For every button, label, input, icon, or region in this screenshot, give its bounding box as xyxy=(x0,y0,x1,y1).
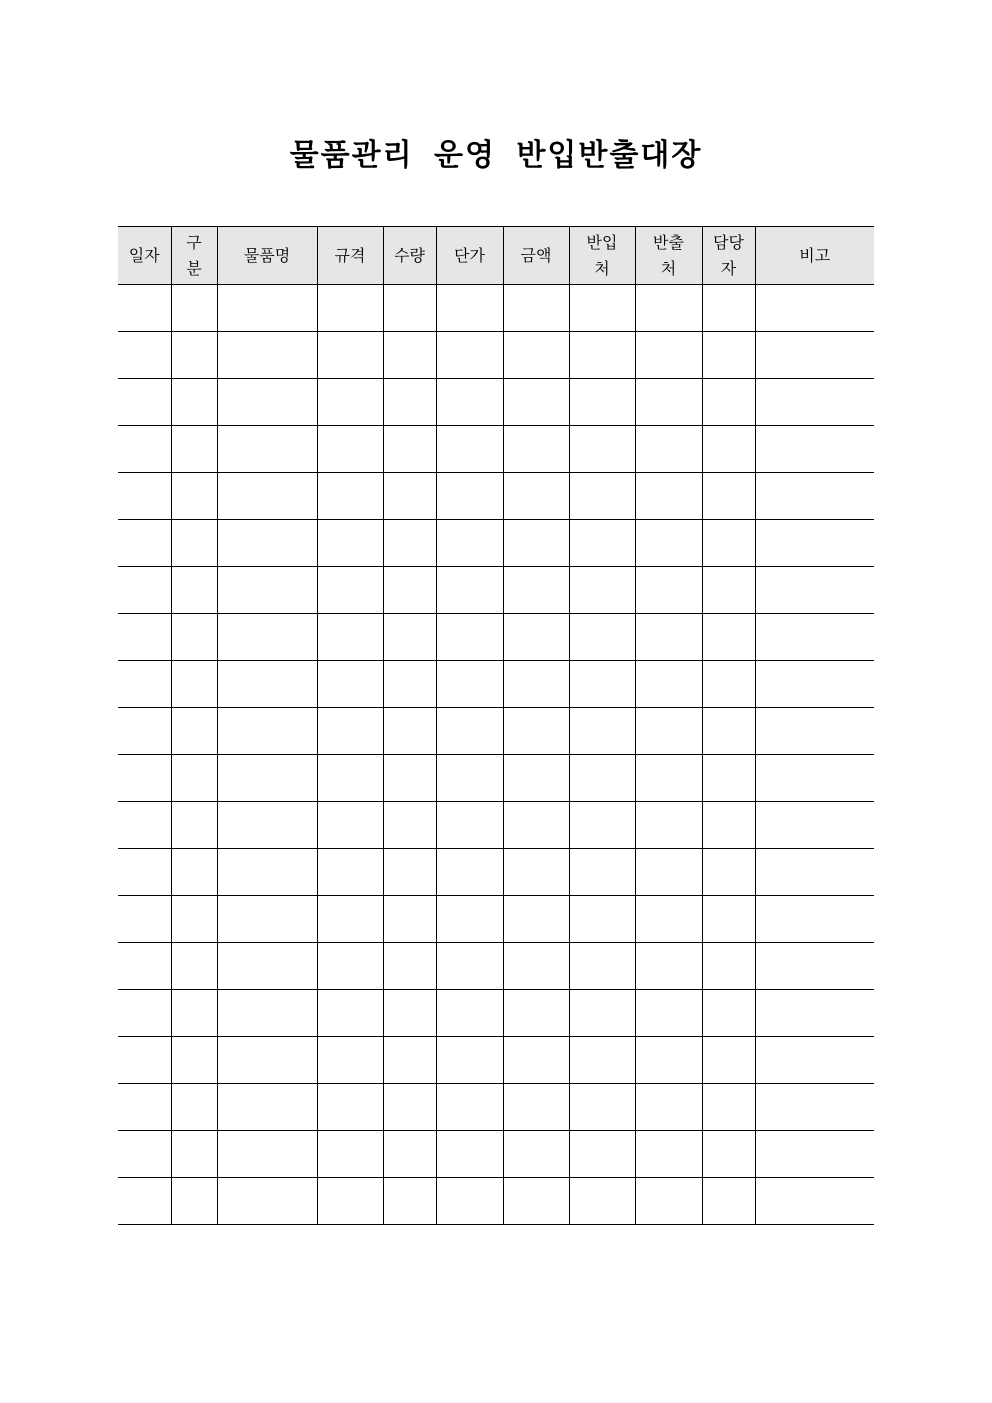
table-cell[interactable] xyxy=(635,896,702,943)
table-cell[interactable] xyxy=(217,332,317,379)
table-cell[interactable] xyxy=(635,379,702,426)
table-cell[interactable] xyxy=(317,990,383,1037)
table-cell[interactable] xyxy=(755,990,874,1037)
table-cell[interactable] xyxy=(383,661,436,708)
table-cell[interactable] xyxy=(635,708,702,755)
table-cell[interactable] xyxy=(317,661,383,708)
table-cell[interactable] xyxy=(118,1037,171,1084)
table-row xyxy=(118,520,874,567)
table-cell[interactable] xyxy=(635,567,702,614)
table-cell[interactable] xyxy=(317,614,383,661)
table-cell[interactable] xyxy=(217,990,317,1037)
table-cell[interactable] xyxy=(569,896,635,943)
table-cell[interactable] xyxy=(171,1178,217,1225)
table-cell[interactable] xyxy=(702,990,755,1037)
table-cell[interactable] xyxy=(503,285,569,332)
table-cell[interactable] xyxy=(383,990,436,1037)
table-cell[interactable] xyxy=(503,332,569,379)
table-cell[interactable] xyxy=(702,1037,755,1084)
table-row xyxy=(118,1037,874,1084)
table-cell[interactable] xyxy=(383,1131,436,1178)
table-row xyxy=(118,661,874,708)
table-cell[interactable] xyxy=(118,614,171,661)
table-cell[interactable] xyxy=(755,614,874,661)
table-cell[interactable] xyxy=(569,802,635,849)
table-cell[interactable] xyxy=(503,661,569,708)
table-cell[interactable] xyxy=(171,614,217,661)
table-cell[interactable] xyxy=(569,567,635,614)
table-cell[interactable] xyxy=(755,849,874,896)
table-cell[interactable] xyxy=(755,661,874,708)
table-cell[interactable] xyxy=(317,943,383,990)
table-cell[interactable] xyxy=(171,473,217,520)
table-cell[interactable] xyxy=(118,661,171,708)
table-cell[interactable] xyxy=(436,1037,503,1084)
table-cell[interactable] xyxy=(436,332,503,379)
table-cell[interactable] xyxy=(317,332,383,379)
table-cell[interactable] xyxy=(171,990,217,1037)
header-row xyxy=(118,227,874,285)
table-row xyxy=(118,285,874,332)
table-cell[interactable] xyxy=(702,661,755,708)
table-cell[interactable] xyxy=(702,520,755,567)
table-cell[interactable] xyxy=(217,849,317,896)
header-date: 일자 xyxy=(118,227,171,285)
table-cell[interactable] xyxy=(755,285,874,332)
table-cell[interactable] xyxy=(569,708,635,755)
table-cell[interactable] xyxy=(171,661,217,708)
table-cell[interactable] xyxy=(317,755,383,802)
table-cell[interactable] xyxy=(118,708,171,755)
table-cell[interactable] xyxy=(217,755,317,802)
table-cell[interactable] xyxy=(118,755,171,802)
table-cell[interactable] xyxy=(383,567,436,614)
table-cell[interactable] xyxy=(436,426,503,473)
table-cell[interactable] xyxy=(171,285,217,332)
table-header xyxy=(118,227,874,285)
table-cell[interactable] xyxy=(118,1178,171,1225)
table-cell[interactable] xyxy=(702,896,755,943)
table-cell[interactable] xyxy=(217,285,317,332)
header-unit-price: 단가 xyxy=(436,227,503,285)
table-cell[interactable] xyxy=(217,379,317,426)
table-cell[interactable] xyxy=(503,426,569,473)
table-cell[interactable] xyxy=(217,426,317,473)
table-cell[interactable] xyxy=(569,1037,635,1084)
table-cell[interactable] xyxy=(171,943,217,990)
table-cell[interactable] xyxy=(635,1084,702,1131)
header-quantity: 수량 xyxy=(383,227,436,285)
table-row xyxy=(118,1178,874,1225)
table-cell[interactable] xyxy=(569,1131,635,1178)
table-cell[interactable] xyxy=(755,1178,874,1225)
table-cell[interactable] xyxy=(635,755,702,802)
table-cell[interactable] xyxy=(171,849,217,896)
table-cell[interactable] xyxy=(217,567,317,614)
table-cell[interactable] xyxy=(755,1131,874,1178)
table-cell[interactable] xyxy=(317,426,383,473)
page-title: 물품관리 운영 반입반출대장 xyxy=(289,138,703,173)
table-cell[interactable] xyxy=(317,708,383,755)
table-cell[interactable] xyxy=(635,332,702,379)
table-cell[interactable] xyxy=(635,1131,702,1178)
table-cell[interactable] xyxy=(436,1131,503,1178)
table-cell[interactable] xyxy=(755,567,874,614)
table-cell[interactable] xyxy=(217,661,317,708)
table-cell[interactable] xyxy=(755,708,874,755)
table-cell[interactable] xyxy=(383,520,436,567)
header-person-in-charge: 담당 자 xyxy=(702,227,755,285)
table-cell[interactable] xyxy=(702,1131,755,1178)
table-cell[interactable] xyxy=(635,849,702,896)
table-cell[interactable] xyxy=(436,802,503,849)
header-item-name: 물품명 xyxy=(217,227,317,285)
table-cell[interactable] xyxy=(217,473,317,520)
table-row xyxy=(118,708,874,755)
table-cell[interactable] xyxy=(383,943,436,990)
table-cell[interactable] xyxy=(702,943,755,990)
table-cell[interactable] xyxy=(118,896,171,943)
table-cell[interactable] xyxy=(436,379,503,426)
table-cell[interactable] xyxy=(702,1084,755,1131)
table-cell[interactable] xyxy=(503,990,569,1037)
table-cell[interactable] xyxy=(503,1037,569,1084)
table-cell[interactable] xyxy=(755,896,874,943)
table-cell[interactable] xyxy=(503,614,569,661)
table-cell[interactable] xyxy=(118,520,171,567)
table-cell[interactable] xyxy=(569,332,635,379)
table-cell[interactable] xyxy=(702,849,755,896)
table-cell[interactable] xyxy=(503,473,569,520)
table-cell[interactable] xyxy=(383,896,436,943)
table-cell[interactable] xyxy=(436,520,503,567)
table-cell[interactable] xyxy=(569,990,635,1037)
table-cell[interactable] xyxy=(217,1178,317,1225)
table-cell[interactable] xyxy=(755,755,874,802)
table-cell[interactable] xyxy=(436,755,503,802)
table-cell[interactable] xyxy=(702,379,755,426)
table-cell[interactable] xyxy=(755,943,874,990)
table-cell[interactable] xyxy=(383,379,436,426)
table-cell[interactable] xyxy=(569,1084,635,1131)
table-cell[interactable] xyxy=(383,802,436,849)
table-row xyxy=(118,755,874,802)
table-row xyxy=(118,379,874,426)
table-row xyxy=(118,1131,874,1178)
table-cell[interactable] xyxy=(436,849,503,896)
table-cell[interactable] xyxy=(317,1131,383,1178)
table-cell[interactable] xyxy=(503,896,569,943)
table-cell[interactable] xyxy=(702,567,755,614)
table-cell[interactable] xyxy=(317,1178,383,1225)
table-cell[interactable] xyxy=(171,1084,217,1131)
table-cell[interactable] xyxy=(317,1037,383,1084)
table-cell[interactable] xyxy=(317,849,383,896)
table-cell[interactable] xyxy=(217,1131,317,1178)
table-cell[interactable] xyxy=(383,332,436,379)
header-remarks: 비고 xyxy=(755,227,874,285)
table-cell[interactable] xyxy=(118,426,171,473)
table-cell[interactable] xyxy=(755,1037,874,1084)
table-cell[interactable] xyxy=(171,1037,217,1084)
table-cell[interactable] xyxy=(171,520,217,567)
table-cell[interactable] xyxy=(503,943,569,990)
table-cell[interactable] xyxy=(217,520,317,567)
table-cell[interactable] xyxy=(702,802,755,849)
table-row xyxy=(118,332,874,379)
table-cell[interactable] xyxy=(635,473,702,520)
table-cell[interactable] xyxy=(755,379,874,426)
table-cell[interactable] xyxy=(503,1131,569,1178)
table-cell[interactable] xyxy=(503,1178,569,1225)
table-row xyxy=(118,990,874,1037)
table-cell[interactable] xyxy=(436,896,503,943)
table-cell[interactable] xyxy=(317,567,383,614)
table-cell[interactable] xyxy=(118,1084,171,1131)
table-cell[interactable] xyxy=(436,567,503,614)
table-cell[interactable] xyxy=(436,990,503,1037)
table-cell[interactable] xyxy=(503,708,569,755)
table-cell[interactable] xyxy=(635,1037,702,1084)
table-cell[interactable] xyxy=(171,567,217,614)
table-cell[interactable] xyxy=(118,849,171,896)
table-cell[interactable] xyxy=(503,379,569,426)
table-cell[interactable] xyxy=(702,755,755,802)
table-row xyxy=(118,802,874,849)
table-cell[interactable] xyxy=(217,1037,317,1084)
table-cell[interactable] xyxy=(383,426,436,473)
table-cell[interactable] xyxy=(436,614,503,661)
table-cell[interactable] xyxy=(702,708,755,755)
table-row xyxy=(118,849,874,896)
table-cell[interactable] xyxy=(171,1131,217,1178)
table-cell[interactable] xyxy=(171,379,217,426)
table-cell[interactable] xyxy=(217,708,317,755)
table-cell[interactable] xyxy=(569,661,635,708)
table-cell[interactable] xyxy=(317,520,383,567)
table-cell[interactable] xyxy=(436,943,503,990)
table-cell[interactable] xyxy=(569,614,635,661)
table-cell[interactable] xyxy=(635,990,702,1037)
table-cell[interactable] xyxy=(702,332,755,379)
table-cell[interactable] xyxy=(118,1131,171,1178)
table-row xyxy=(118,943,874,990)
table-cell[interactable] xyxy=(217,1084,317,1131)
table-cell[interactable] xyxy=(755,332,874,379)
table-cell[interactable] xyxy=(317,1084,383,1131)
header-inbound-source: 반입 처 xyxy=(569,227,635,285)
table-cell[interactable] xyxy=(436,285,503,332)
table-cell[interactable] xyxy=(171,755,217,802)
table-cell[interactable] xyxy=(171,332,217,379)
table-cell[interactable] xyxy=(702,285,755,332)
table-cell[interactable] xyxy=(118,285,171,332)
table-cell[interactable] xyxy=(118,802,171,849)
table-row xyxy=(118,426,874,473)
table-cell[interactable] xyxy=(569,755,635,802)
table-cell[interactable] xyxy=(702,473,755,520)
table-cell[interactable] xyxy=(503,755,569,802)
table-cell[interactable] xyxy=(317,379,383,426)
table-cell[interactable] xyxy=(702,426,755,473)
table-cell[interactable] xyxy=(436,661,503,708)
table-cell[interactable] xyxy=(635,943,702,990)
table-cell[interactable] xyxy=(635,661,702,708)
table-cell[interactable] xyxy=(503,520,569,567)
table-cell[interactable] xyxy=(383,285,436,332)
table-cell[interactable] xyxy=(569,426,635,473)
table-cell[interactable] xyxy=(118,332,171,379)
table-cell[interactable] xyxy=(755,802,874,849)
table-row xyxy=(118,473,874,520)
table-cell[interactable] xyxy=(569,1178,635,1225)
table-row xyxy=(118,1084,874,1131)
table-cell[interactable] xyxy=(503,849,569,896)
table-cell[interactable] xyxy=(317,285,383,332)
table-cell[interactable] xyxy=(383,614,436,661)
table-cell[interactable] xyxy=(118,990,171,1037)
table-row xyxy=(118,614,874,661)
table-cell[interactable] xyxy=(171,802,217,849)
table-cell[interactable] xyxy=(635,426,702,473)
ledger-table xyxy=(118,226,874,1225)
table-cell[interactable] xyxy=(503,802,569,849)
header-amount: 금액 xyxy=(503,227,569,285)
table-cell[interactable] xyxy=(118,379,171,426)
table-body xyxy=(118,285,874,1225)
table-cell[interactable] xyxy=(755,473,874,520)
table-cell[interactable] xyxy=(171,708,217,755)
header-spec: 규격 xyxy=(317,227,383,285)
header-outbound-destination: 반출 처 xyxy=(635,227,702,285)
table-cell[interactable] xyxy=(436,473,503,520)
table-cell[interactable] xyxy=(569,849,635,896)
table-cell[interactable] xyxy=(755,520,874,567)
table-cell[interactable] xyxy=(217,614,317,661)
table-cell[interactable] xyxy=(436,1178,503,1225)
table-cell[interactable] xyxy=(702,1178,755,1225)
table-cell[interactable] xyxy=(118,473,171,520)
table-cell[interactable] xyxy=(436,708,503,755)
table-cell[interactable] xyxy=(317,473,383,520)
table-cell[interactable] xyxy=(217,896,317,943)
table-cell[interactable] xyxy=(569,379,635,426)
table-cell[interactable] xyxy=(217,943,317,990)
table-cell[interactable] xyxy=(171,426,217,473)
table-cell[interactable] xyxy=(171,896,217,943)
header-category: 구 분 xyxy=(171,227,217,285)
table-cell[interactable] xyxy=(383,708,436,755)
table-cell[interactable] xyxy=(569,943,635,990)
table-cell[interactable] xyxy=(503,567,569,614)
table-cell[interactable] xyxy=(383,473,436,520)
table-cell[interactable] xyxy=(755,426,874,473)
table-cell[interactable] xyxy=(383,1037,436,1084)
table-cell[interactable] xyxy=(635,285,702,332)
table-cell[interactable] xyxy=(635,520,702,567)
table-cell[interactable] xyxy=(118,567,171,614)
table-row xyxy=(118,896,874,943)
table-cell[interactable] xyxy=(436,1084,503,1131)
table-cell[interactable] xyxy=(702,614,755,661)
table-cell[interactable] xyxy=(383,1084,436,1131)
table-cell[interactable] xyxy=(635,614,702,661)
table-cell[interactable] xyxy=(118,943,171,990)
table-cell[interactable] xyxy=(503,1084,569,1131)
table-cell[interactable] xyxy=(635,1178,702,1225)
table-cell[interactable] xyxy=(635,802,702,849)
table-cell[interactable] xyxy=(217,802,317,849)
table-cell[interactable] xyxy=(569,473,635,520)
table-cell[interactable] xyxy=(755,1084,874,1131)
table-cell[interactable] xyxy=(569,520,635,567)
table-cell[interactable] xyxy=(569,285,635,332)
table-cell[interactable] xyxy=(383,755,436,802)
table-cell[interactable] xyxy=(383,1178,436,1225)
table-cell[interactable] xyxy=(317,802,383,849)
table-cell[interactable] xyxy=(317,896,383,943)
table-row xyxy=(118,567,874,614)
table-cell[interactable] xyxy=(383,849,436,896)
